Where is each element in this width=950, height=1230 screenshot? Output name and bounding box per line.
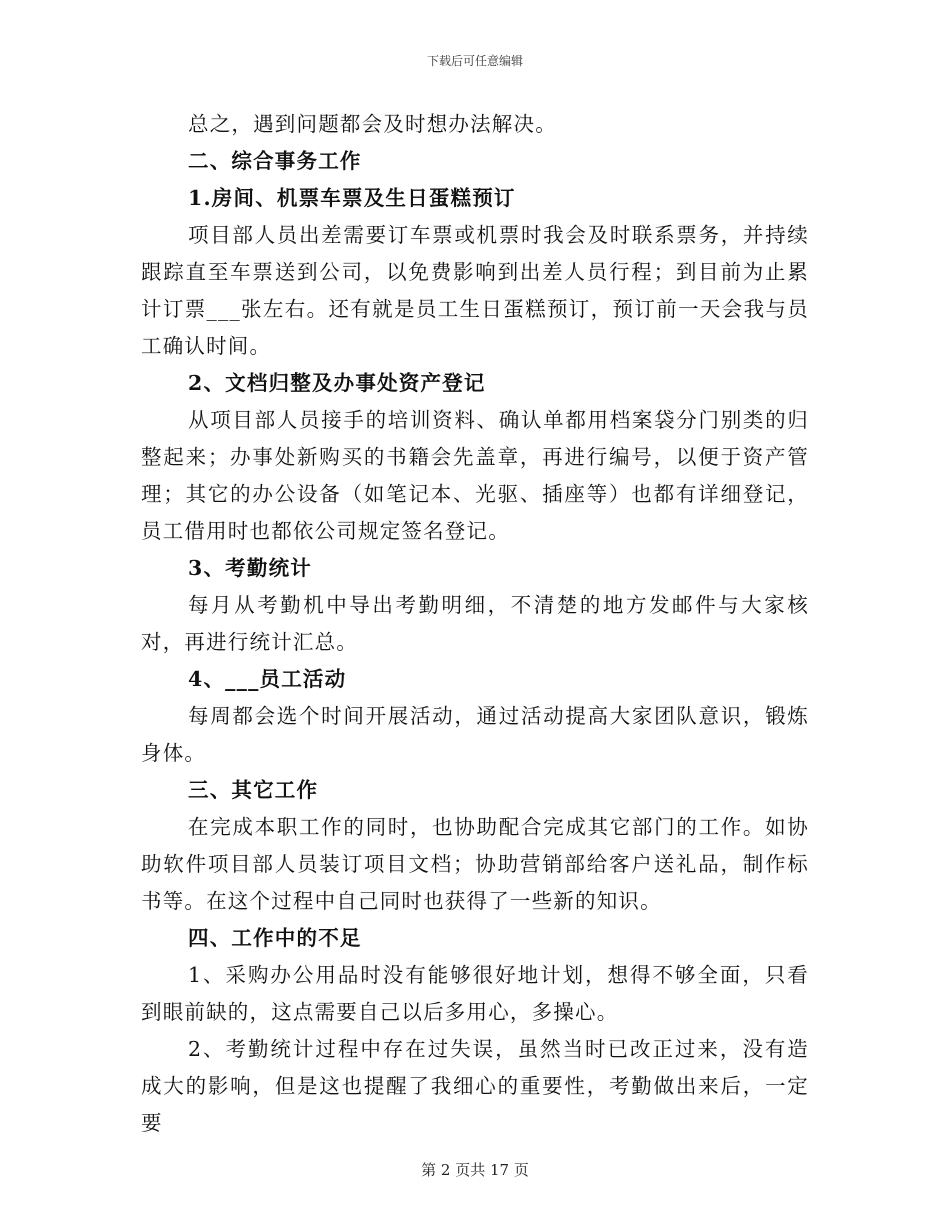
paragraph-attendance: 每月从考勤机中导出考勤明细，不清楚的地方发邮件与大家核对，再进行统计汇总。 [141, 593, 809, 654]
subheading-booking: 1.房间、机票车票及生日蛋糕预订 [188, 186, 516, 210]
paragraph-booking: 项目部人员出差需要订车票或机票时我会及时联系票务，并持续跟踪直至车票送到公司，以免费影响到出差人员行程；到目前为止累计订票___张左右。还有就是员工生日蛋糕预订，预订前一天会我与员工确认时间。 [141, 223, 809, 358]
paragraph-summary: 总之，遇到问题都会及时想办法解决。 [188, 112, 557, 136]
subheading-activities: 4、___员工活动 [188, 667, 347, 691]
paragraph-other-work: 在完成本职工作的同时，也协助配合完成其它部门的工作。如协助软件项目部人员装订项目文档；协助营销部给客户送礼品，制作标书等。在这个过程中自己同时也获得了一些新的知识。 [141, 815, 809, 913]
paragraph-documents-assets: 从项目部人员接手的培训资料、确认单都用档案袋分门别类的归整起来；办事处新购买的书籍会先盖章，再进行编号，以便于资产管理；其它的办公设备（如笔记本、光驱、插座等）也都有详细登记，员工借用时也都依公司规定签名登记。 [141, 408, 809, 543]
paragraph-shortcoming-1: 1、采购办公用品时没有能够很好地计划，想得不够全面，只看到眼前缺的，这点需要自己以后多用心，多操心。 [141, 963, 809, 1024]
section-heading-other-work: 三、其它工作 [188, 778, 319, 802]
subheading-documents-assets: 2、文档归整及办事处资产登记 [188, 371, 486, 395]
page-header: 下载后可任意编辑 [426, 54, 523, 68]
section-heading-general-affairs: 二、综合事务工作 [188, 149, 362, 173]
page-number: 第 2 页共 17 页 [421, 1161, 529, 1179]
paragraph-activities: 每周都会选个时间开展活动，通过活动提高大家团队意识，锻炼身体。 [141, 704, 809, 765]
section-heading-shortcomings: 四、工作中的不足 [188, 926, 362, 950]
document-body [141, 106, 809, 1142]
subheading-attendance: 3、考勤统计 [188, 556, 312, 580]
paragraph-shortcoming-2: 2、考勤统计过程中存在过失误，虽然当时已改正过来，没有造成大的影响，但是这也提醒了我细心的重要性，考勤做出来后，一定要 [141, 1037, 809, 1135]
